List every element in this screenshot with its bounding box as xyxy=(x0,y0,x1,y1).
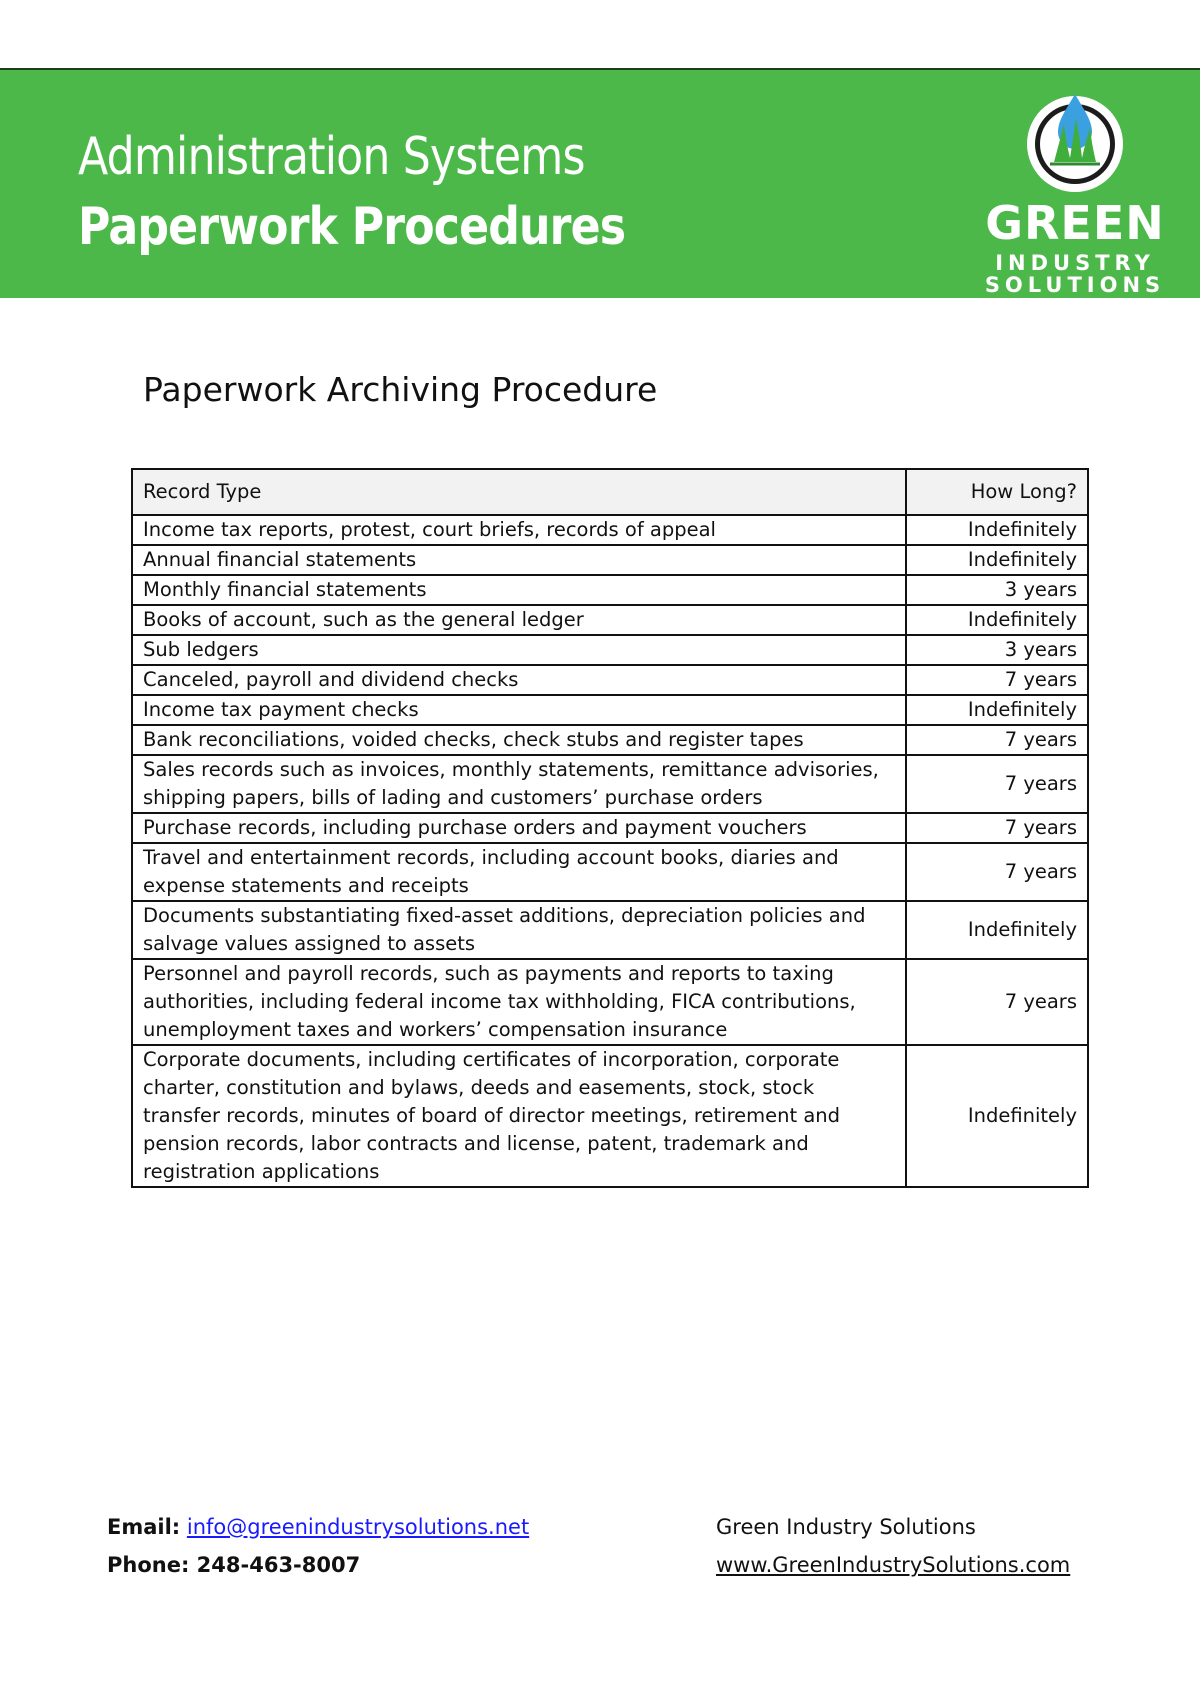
duration-cell: 7 years xyxy=(906,725,1088,755)
table-row xyxy=(132,695,1088,725)
duration-cell: 7 years xyxy=(906,755,1088,813)
records-table xyxy=(131,468,1089,1188)
table-row xyxy=(132,725,1088,755)
water-drop-grass-icon xyxy=(970,84,1180,194)
table-row xyxy=(132,755,1088,813)
duration-cell: 3 years xyxy=(906,635,1088,665)
company-logo xyxy=(970,84,1180,297)
record-type-cell: Personnel and payroll records, such as payments and reports to taxing authorities, including federal income tax withholding, FICA contributions, unemployment taxes and workers’ compensation insurance xyxy=(132,959,906,1045)
duration-cell: Indefinitely xyxy=(906,545,1088,575)
record-type-cell: Purchase records, including purchase orders and payment vouchers xyxy=(132,813,906,843)
record-type-cell: Sub ledgers xyxy=(132,635,906,665)
section-title: Paperwork Archiving Procedure xyxy=(143,370,658,409)
record-type-cell: Documents substantiating fixed-asset additions, depreciation policies and salvage values assigned to assets xyxy=(132,901,906,959)
record-type-cell: Income tax reports, protest, court briefs, records of appeal xyxy=(132,515,906,545)
logo-word-solutions: SOLUTIONS xyxy=(984,273,1166,297)
record-type-cell: Books of account, such as the general ledger xyxy=(132,605,906,635)
duration-cell: 3 years xyxy=(906,575,1088,605)
duration-cell: Indefinitely xyxy=(906,695,1088,725)
table-row xyxy=(132,635,1088,665)
table-row xyxy=(132,545,1088,575)
duration-cell: Indefinitely xyxy=(906,605,1088,635)
table-row xyxy=(132,575,1088,605)
table-header-row xyxy=(132,469,1088,515)
phone-label: Phone: xyxy=(107,1553,190,1577)
record-type-cell: Income tax payment checks xyxy=(132,695,906,725)
table-row xyxy=(132,959,1088,1045)
record-type-cell: Bank reconciliations, voided checks, check stubs and register tapes xyxy=(132,725,906,755)
email-line xyxy=(107,1508,667,1546)
footer-contact xyxy=(107,1508,667,1584)
record-type-cell: Sales records such as invoices, monthly statements, remittance advisories, shipping papers, bills of lading and customers’ purchase orders xyxy=(132,755,906,813)
logo-word-green: GREEN xyxy=(985,196,1165,250)
company-name: Green Industry Solutions xyxy=(716,1515,976,1539)
record-type-cell: Travel and entertainment records, including account books, diaries and expense statements and receipts xyxy=(132,843,906,901)
duration-cell: 7 years xyxy=(906,843,1088,901)
banner-title xyxy=(78,122,625,262)
record-type-cell: Corporate documents, including certificates of incorporation, corporate charter, constitution and bylaws, deeds and easements, stock, stock transfer records, minutes of board of director meetings, retirement and pension records, labor contracts and license, patent, trademark and registration applications xyxy=(132,1045,906,1187)
record-type-cell: Canceled, payroll and dividend checks xyxy=(132,665,906,695)
table-row xyxy=(132,843,1088,901)
table-row xyxy=(132,813,1088,843)
logo-word-industry: INDUSTRY xyxy=(995,251,1155,275)
table-row xyxy=(132,1045,1088,1187)
email-label: Email: xyxy=(107,1515,181,1539)
phone-line xyxy=(107,1546,667,1584)
footer-company xyxy=(716,1508,1156,1584)
table-row xyxy=(132,515,1088,545)
header-record-type: Record Type xyxy=(132,469,906,515)
duration-cell: 7 years xyxy=(906,813,1088,843)
record-type-cell: Annual financial statements xyxy=(132,545,906,575)
website-link[interactable]: www.GreenIndustrySolutions.com xyxy=(716,1553,1071,1577)
record-type-cell: Monthly financial statements xyxy=(132,575,906,605)
title-line-2: Paperwork Procedures xyxy=(78,197,626,257)
duration-cell: Indefinitely xyxy=(906,1045,1088,1187)
table-row xyxy=(132,605,1088,635)
duration-cell: 7 years xyxy=(906,959,1088,1045)
duration-cell: 7 years xyxy=(906,665,1088,695)
title-line-1: Administration Systems xyxy=(78,127,585,187)
table-row xyxy=(132,665,1088,695)
email-link[interactable]: info@greenindustrysolutions.net xyxy=(186,1515,530,1539)
duration-cell: Indefinitely xyxy=(906,901,1088,959)
header-banner xyxy=(0,68,1200,298)
header-how-long: How Long? xyxy=(906,469,1088,515)
table-row xyxy=(132,901,1088,959)
duration-cell: Indefinitely xyxy=(906,515,1088,545)
phone-number: 248-463-8007 xyxy=(196,1553,361,1577)
